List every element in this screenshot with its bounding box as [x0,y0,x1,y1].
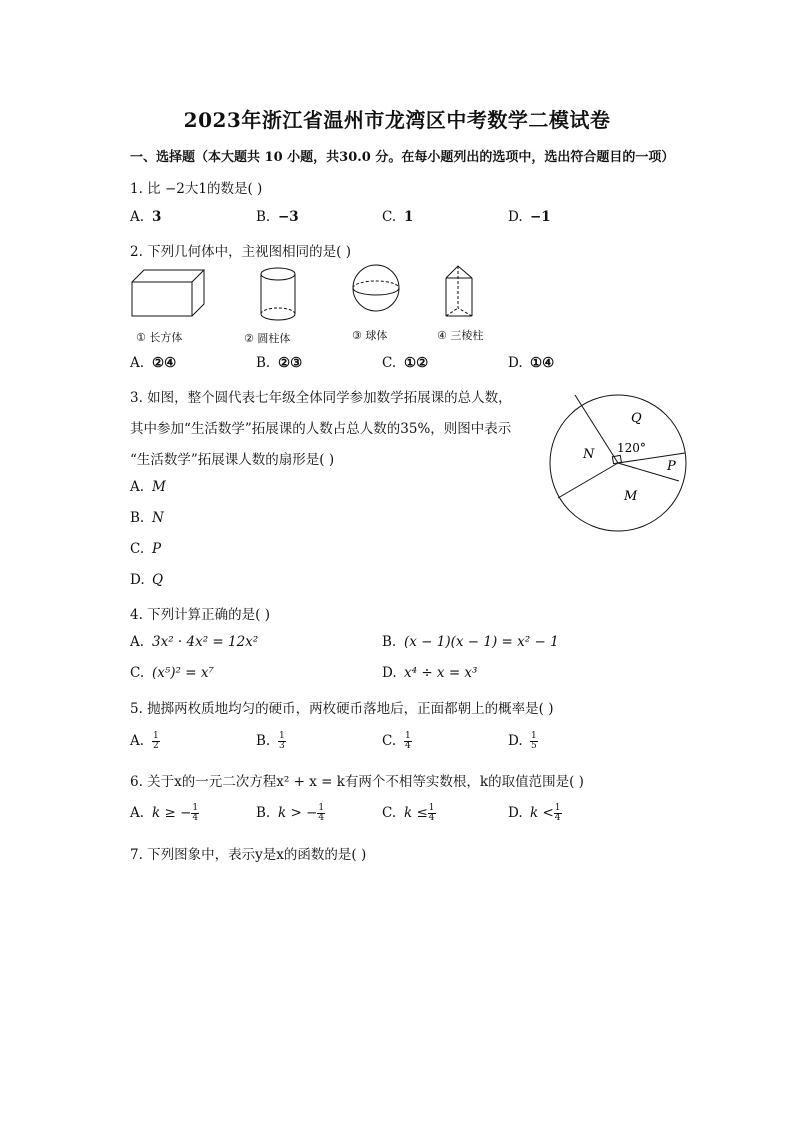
q6-option-a[interactable]: A. k ≥ − $\frac{1}{4}$ [130,803,199,823]
pie-radius-1 [575,395,618,463]
q6-option-b[interactable]: B. k > − $\frac{1}{4}$ [256,803,325,823]
q6-option-d[interactable]: D. k < $\frac{1}{4}$ [508,803,561,823]
sector-m-label: M [624,489,638,504]
question-3-line-1: 3. 如图，整个圆代表七年级全体同学参加数学拓展课的总人数， [130,390,512,406]
q3-option-b[interactable]: B. N [130,510,164,526]
shape-label-1: ① 长方体 [136,331,183,344]
sector-n-label: N [583,447,595,462]
sector-q-label: Q [631,411,642,426]
fraction: $\frac{1}{4}$ [318,803,325,823]
q1-option-d[interactable]: D. −1 [508,209,551,225]
page-title: 2023年浙江省温州市龙湾区中考数学二模试卷 [183,108,611,132]
q5-option-b[interactable]: B. $\frac{1}{3}$ [256,731,285,751]
fraction: $\frac{1}{2}$ [153,731,159,751]
q1-option-c[interactable]: C. 1 [382,209,414,225]
q6-option-c[interactable]: C. k ≤ $\frac{1}{4}$ [382,803,435,823]
pie-radius-4 [558,463,618,498]
q2-option-b[interactable]: B. ②③ [256,355,303,371]
q4-option-c[interactable]: C. (x⁵)² = x⁷ [130,665,214,681]
q2-option-c[interactable]: C. ①② [382,355,429,371]
q4-option-a[interactable]: A. 3x² · 4x² = 12x² [130,634,259,650]
q2-solids-figure [128,262,508,324]
question-5-stem: 5. 抛掷两枚质地均匀的硬币，两枚硬币落地后，正面都朝上的概率是( ) [130,701,554,717]
q5-option-a[interactable]: A. $\frac{1}{2}$ [130,731,159,751]
fraction: $\frac{1}{3}$ [279,731,285,751]
fraction: $\frac{1}{4}$ [428,803,435,823]
q5-option-d[interactable]: D. $\frac{1}{5}$ [508,731,537,751]
sphere-shape [353,265,399,311]
q3-option-d[interactable]: D. Q [130,572,164,588]
triangular-prism-shape [446,266,472,316]
q3-pie-figure [545,390,691,536]
fraction: $\frac{1}{4}$ [192,803,199,823]
question-7-stem: 7. 下列图象中，表示y是x的函数的是( ) [130,847,367,863]
q2-option-a[interactable]: A. ②④ [130,355,177,371]
sector-p-label: P [667,459,676,474]
cuboid-shape [132,270,204,316]
question-1-stem: 1. 比 −2大1的数是( ) [130,181,263,197]
shape-label-3: ③ 球体 [352,329,388,342]
question-2-stem: 2. 下列几何体中，主视图相同的是( ) [130,244,351,260]
q4-option-b[interactable]: B. (x − 1)(x − 1) = x² − 1 [382,634,559,650]
q1-option-a[interactable]: A. 3 [130,209,162,225]
question-3-line-2: 其中参加“生活数学”拓展课的人数占总人数的35%，则图中表示 [130,421,512,437]
q3-option-c[interactable]: C. P [130,541,162,557]
shape-label-2: ② 圆柱体 [244,332,291,345]
fraction: $\frac{1}{4}$ [405,731,411,751]
right-angle-mark [612,455,621,463]
question-4-stem: 4. 下列计算正确的是( ) [130,607,270,623]
question-3-line-3: “生活数学”拓展课人数的扇形是( ) [130,452,335,468]
section-heading: 一、选择题（本大题共 10 小题，共30.0 分。在每小题列出的选项中，选出符合题目的一项） [130,150,675,165]
q1-option-b[interactable]: B. −3 [256,209,299,225]
shape-label-4: ④ 三棱柱 [437,329,484,342]
q2-option-d[interactable]: D. ①④ [508,355,555,371]
q3-option-a[interactable]: A. M [130,479,166,495]
cylinder-shape [261,268,295,320]
q4-option-d[interactable]: D. x⁴ ÷ x = x³ [382,665,478,681]
fraction: $\frac{1}{5}$ [531,731,537,751]
fraction: $\frac{1}{4}$ [554,803,561,823]
question-6-stem: 6. 关于x的一元二次方程x² + x = k有两个不相等实数根，k的取值范围是( ) [130,774,584,790]
q5-option-c[interactable]: C. $\frac{1}{4}$ [382,731,411,751]
angle-label: 120° [617,441,646,455]
